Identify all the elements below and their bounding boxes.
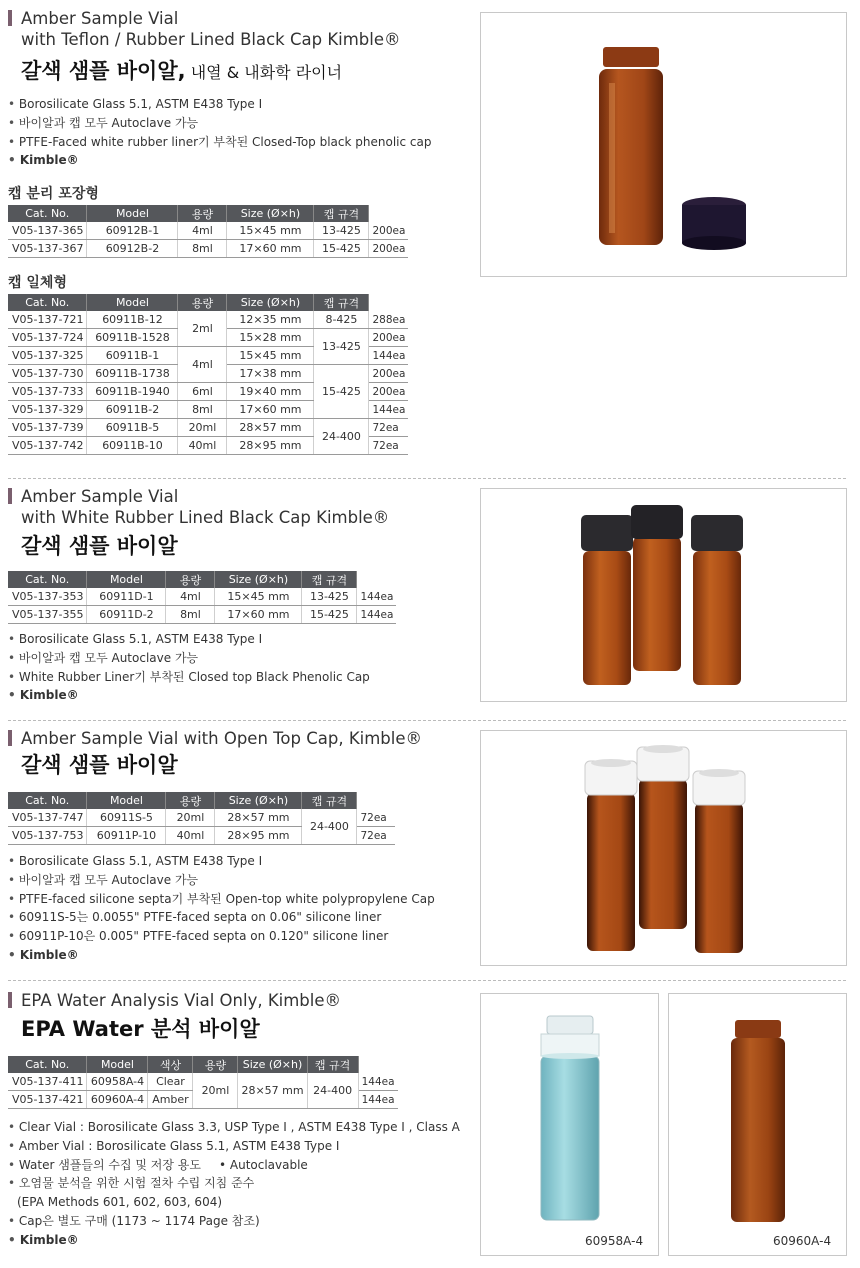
clear-vial-image <box>481 994 658 1255</box>
three-amber-vials-image <box>481 489 846 701</box>
table-row: V05-137-355 60911D-2 8ml 17×60 mm 15-425 144ea <box>8 606 396 624</box>
spec-table-3 <box>8 571 396 624</box>
section4-bullets <box>8 1118 460 1250</box>
spec-table-2 <box>8 294 408 455</box>
bullet: • PTFE-faced silicone septa기 부착된 Open-top white polypropylene Cap <box>8 890 435 909</box>
amber-vial-image <box>669 994 846 1255</box>
bullet: • Kimble® <box>8 946 435 965</box>
open-top-vials-image <box>481 731 846 965</box>
section3-bullets <box>8 852 435 965</box>
table-header-row: Cat. No. Model 용량 Size (Ø×h) 캡 규격 <box>8 205 408 222</box>
bullet: • Water 샘플들의 수집 및 저장 용도 • Autoclavable <box>8 1156 460 1175</box>
section1-title: Amber Sample Vial with Teflon / Rubber Lined Black Cap Kimble® <box>8 8 401 50</box>
bullet: • Kimble® <box>8 1231 460 1250</box>
bullet: • PTFE-Faced white rubber liner기 부착된 Closed-Top black phenolic cap <box>8 133 431 152</box>
section3-korean-title: 갈색 샘플 바이알 <box>21 753 178 777</box>
caption-clear: 60958A-4 <box>585 1234 644 1248</box>
table-row: V05-137-742 60911B-10 40ml 28×95 mm 72ea <box>8 437 408 455</box>
bullet: • 바이알과 캡 모두 Autoclave 가능 <box>8 871 435 890</box>
bullet: • Amber Vial : Borosilicate Glass 5.1, ASTM E438 Type I <box>8 1137 460 1156</box>
bullet-continuation: (EPA Methods 601, 602, 603, 604) <box>17 1195 223 1210</box>
bullet: • Kimble® <box>8 686 370 705</box>
product-photo-1 <box>480 12 847 277</box>
table-row: V05-137-730 60911B-1738 17×38 mm 15-425 200ea <box>8 365 408 383</box>
bullet: • 바이알과 캡 모두 Autoclave 가능 <box>8 649 370 668</box>
table-row: V05-137-365 60912B-1 4ml 15×45 mm 13-425 200ea <box>8 222 408 240</box>
product-photo-2 <box>480 488 847 702</box>
table-row: V05-137-739 60911B-5 20ml 28×57 mm 24-400 72ea <box>8 419 408 437</box>
section2-bullets <box>8 630 370 705</box>
bullet: • Clear Vial : Borosilicate Glass 3.3, USP Type I , ASTM E438 Type I , Class A <box>8 1118 460 1137</box>
section-divider <box>8 720 846 721</box>
bullet: • Kimble® <box>8 151 431 170</box>
section-divider <box>8 980 846 981</box>
spec-table-4 <box>8 792 395 845</box>
table-header-row: Cat. No. Model 용량 Size (Ø×h) 캡 규격 <box>8 571 396 588</box>
bullet: • Cap은 별도 구매 (1173 ~ 1174 Page 참조) <box>8 1212 460 1231</box>
table-row: V05-137-733 60911B-1940 6ml 19×40 mm 200ea <box>8 383 408 401</box>
group1-label: 캡 분리 포장형 <box>8 186 99 202</box>
section-marker <box>8 992 12 1008</box>
table-row: V05-137-329 60911B-2 8ml 17×60 mm 144ea <box>8 401 408 419</box>
table-row: V05-137-753 60911P-10 40ml 28×95 mm 72ea <box>8 827 395 845</box>
table-header-row: Cat. No. Model 용량 Size (Ø×h) 캡 규격 <box>8 792 395 809</box>
bullet: • White Rubber Liner기 부착된 Closed top Black Phenolic Cap <box>8 668 370 687</box>
section-marker <box>8 10 12 26</box>
table-row: V05-137-411 60958A-4 Clear 20ml 28×57 mm 24-400 144ea <box>8 1073 398 1091</box>
section-divider <box>8 478 846 479</box>
bullet: • 바이알과 캡 모두 Autoclave 가능 <box>8 114 431 133</box>
table-row: V05-137-325 60911B-1 4ml 15×45 mm 144ea <box>8 347 408 365</box>
section3-title: Amber Sample Vial with Open Top Cap, Kimble® <box>8 728 422 749</box>
section-marker <box>8 488 12 504</box>
table-row: V05-137-353 60911D-1 4ml 15×45 mm 13-425 144ea <box>8 588 396 606</box>
table-row: V05-137-421 60960A-4 Amber 144ea <box>8 1091 398 1109</box>
group2-label: 캡 일체형 <box>8 275 67 291</box>
section4-korean-title: EPA Water 분석 바이알 <box>21 1017 260 1041</box>
product-photo-clear-vial <box>480 993 659 1256</box>
section2-korean-title: 갈색 샘플 바이알 <box>21 534 178 558</box>
section2-title: Amber Sample Vial with White Rubber Lined Black Cap Kimble® <box>8 486 389 528</box>
bullet: • 60911S-5는 0.0055" PTFE-faced septa on 0.06" silicone liner <box>8 908 435 927</box>
table-header-row: Cat. No. Model 용량 Size (Ø×h) 캡 규격 <box>8 294 408 311</box>
table-row: V05-137-747 60911S-5 20ml 28×57 mm 24-400 72ea <box>8 809 395 827</box>
section1-korean-title: 갈색 샘플 바이알, 내열 & 내화학 라이너 <box>21 59 343 83</box>
table-row: V05-137-367 60912B-2 8ml 17×60 mm 15-425 200ea <box>8 240 408 258</box>
product-photo-3 <box>480 730 847 966</box>
table-header-row: Cat. No. Model 색상 용량 Size (Ø×h) 캡 규격 <box>8 1056 398 1073</box>
section1-bullets <box>8 95 431 170</box>
table-row: V05-137-721 60911B-12 2ml 12×35 mm 8-425 288ea <box>8 311 408 329</box>
spec-table-1 <box>8 205 408 258</box>
bullet: • 오염물 분석을 위한 시험 절차 수립 지침 준수 <box>8 1174 460 1193</box>
table-row: V05-137-724 60911B-1528 15×28 mm 13-425 200ea <box>8 329 408 347</box>
bullet: • 60911P-10은 0.005" PTFE-faced septa on 0.120" silicone liner <box>8 927 435 946</box>
product-photo-amber-vial <box>668 993 847 1256</box>
bullet: • Borosilicate Glass 5.1, ASTM E438 Type I <box>8 630 370 649</box>
bullet: • Borosilicate Glass 5.1, ASTM E438 Type I <box>8 95 431 114</box>
caption-amber: 60960A-4 <box>773 1234 832 1248</box>
spec-table-5 <box>8 1056 398 1109</box>
bullet: • Borosilicate Glass 5.1, ASTM E438 Type I <box>8 852 435 871</box>
section4-title: EPA Water Analysis Vial Only, Kimble® <box>8 990 341 1011</box>
amber-vial-with-cap-image <box>481 13 846 276</box>
section-marker <box>8 730 12 746</box>
